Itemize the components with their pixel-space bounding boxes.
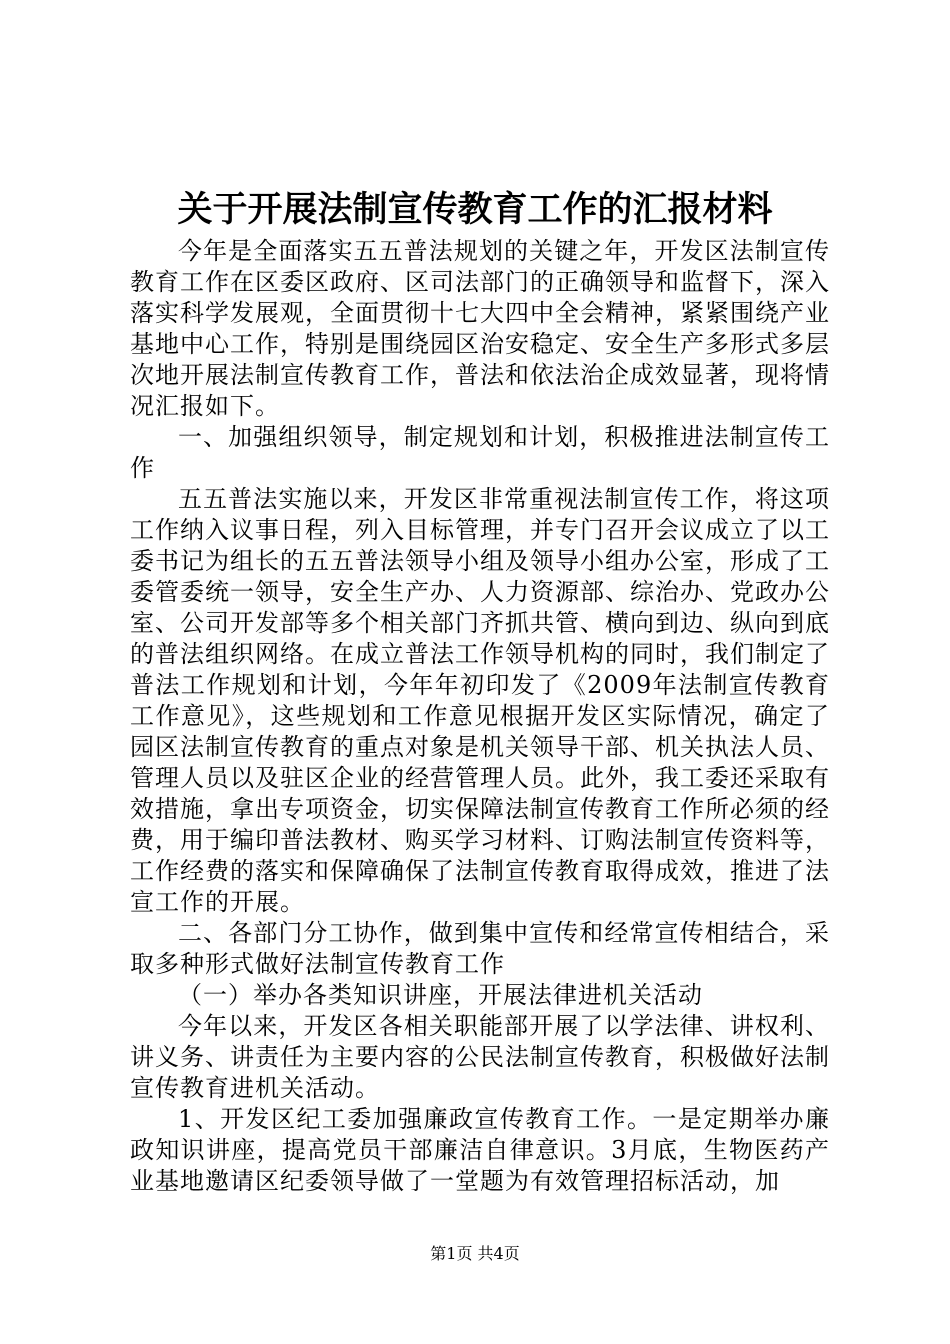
item-1-paragraph: 1、开发区纪工委加强廉政宣传教育工作。一是定期举办廉政知识讲座，提高党员干部廉洁自律意识。3月底，生物医药产业基地邀请区纪委领导做了一堂题为有效管理招标活动，加	[130, 1105, 830, 1195]
section-heading-1: 一、加强组织领导，制定规划和计划，积极推进法制宣传工作	[130, 423, 830, 482]
document-body	[130, 236, 830, 1197]
page-footer: 第1页 共4页	[430, 1244, 520, 1263]
subsection-1-paragraph: 今年以来，开发区各相关职能部开展了以学法律、讲权利、讲义务、讲责任为主要内容的公民法制宣传教育，积极做好法制宣传教育进机关活动。	[130, 1012, 830, 1102]
intro-paragraph: 今年是全面落实五五普法规划的关键之年，开发区法制宣传教育工作在区委区政府、区司法部门的正确领导和监督下，深入落实科学发展观，全面贯彻十七大四中全会精神，紧紧围绕产业基地中心工作，特别是围绕园区治安稳定、安全生产多形式多层次地开展法制宣传教育工作，普法和依法治企成效显著，现将情况汇报如下。	[130, 237, 830, 420]
section-1-paragraph: 五五普法实施以来，开发区非常重视法制宣传工作，将这项工作纳入议事日程，列入目标管理，并专门召开会议成立了以工委书记为组长的五五普法领导小组及领导小组办公室，形成了工委管委统一领导，安全生产办、人力资源部、综治办、党政办公室、公司开发部等多个相关部门齐抓共管、横向到边、纵向到底的普法组织网络。在成立普法工作领导机构的同时，我们制定了普法工作规划和计划，今年年初印发了《2009年法制宣传教育工作意见》，这些规划和工作意见根据开发区实际情况，确定了园区法制宣传教育的重点对象是机关领导干部、机关执法人员、管理人员以及驻区企业的经营管理人员。此外，我工委还采取有效措施，拿出专项资金，切实保障法制宣传教育工作所必须的经费，用于编印普法教材、购买学习材料、订购法制宣传资料等，工作经费的落实和保障确保了法制宣传教育取得成效，推进了法宣工作的开展。	[130, 485, 830, 916]
section-heading-2: 二、各部门分工协作，做到集中宣传和经常宣传相结合，采取多种形式做好法制宣传教育工作	[130, 919, 830, 978]
subsection-heading-1: （一）举办各类知识讲座，开展法律进机关活动	[178, 981, 703, 1009]
document-title: 关于开展法制宣传教育工作的汇报材料	[177, 189, 773, 230]
